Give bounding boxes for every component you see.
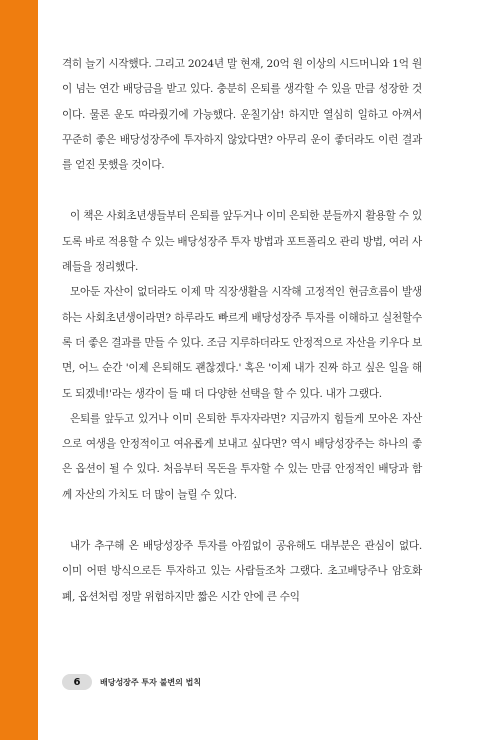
paragraph-1: 격히 늘기 시작했다. 그리고 2024년 말 현재, 20억 원 이상의 시드머니와 1억 원이 넘는 연간 배당금을 받고 있다. 충분히 은퇴를 생각할 수 있을 만큼 성장한 것이다. 물론 운도 따라줬기에 가능했다. 운칠기삼! 하지만 열심히 일하고 아껴서 꾸준히 좋은 배당성장주에 투자하지 않았다면? 아무리 운이 좋더라도 이런 결과를 얻진 못했을 것이다. (62, 58, 422, 172)
page-footer (62, 674, 201, 690)
running-title: 배당성장주 투자 불변의 법칙 (100, 677, 202, 687)
paragraph-2: 이 책은 사회초년생들부터 은퇴를 앞두거나 이미 은퇴한 분들까지 활용할 수 있도록 바로 적용할 수 있는 배당성장주 투자 방법과 포트폴리오 관리 방법, 여러 사례들을 정리했다. (62, 210, 422, 274)
paragraph-3: 모아둔 자산이 없더라도 이제 막 직장생활을 시작해 고정적인 현금흐름이 발생하는 사회초년생이라면? 하루라도 빠르게 배당성장주 투자를 이해하고 실천할수록 더 좋은 결과를 만들 수 있다. 조금 지루하더라도 안정적으로 자산을 키우다 보면, 어느 순간 '이제 은퇴해도 괜찮겠다.' 혹은 '이제 내가 진짜 하고 싶은 일을 해도 되겠네!'라는 생각이 들 때 더 다양한 선택을 할 수 있다. 내가 그랬다. (62, 286, 422, 400)
orange-side-bar (0, 0, 38, 740)
paragraph-4: 은퇴를 앞두고 있거나 이미 은퇴한 투자자라면? 지금까지 힘들게 모아온 자산으로 여생을 안정적이고 여유롭게 보내고 싶다면? 역시 배당성장주는 하나의 좋은 옵션이 될 수 있다. 처음부터 목돈을 투자할 수 있는 만큼 안정적인 배당과 함께 자산의 가치도 더 많이 늘릴 수 있다. (62, 412, 422, 501)
page-body (62, 52, 422, 610)
paragraph-5: 내가 추구해 온 배당성장주 투자를 아낌없이 공유해도 대부분은 관심이 없다. 이미 어떤 방식으로든 투자하고 있는 사람들조차 그랬다. 초고배당주나 암호화폐, 옵션처럼 정말 위험하지만 짧은 시간 안에 큰 수익 (62, 540, 422, 603)
page-number: 6 (62, 674, 92, 690)
